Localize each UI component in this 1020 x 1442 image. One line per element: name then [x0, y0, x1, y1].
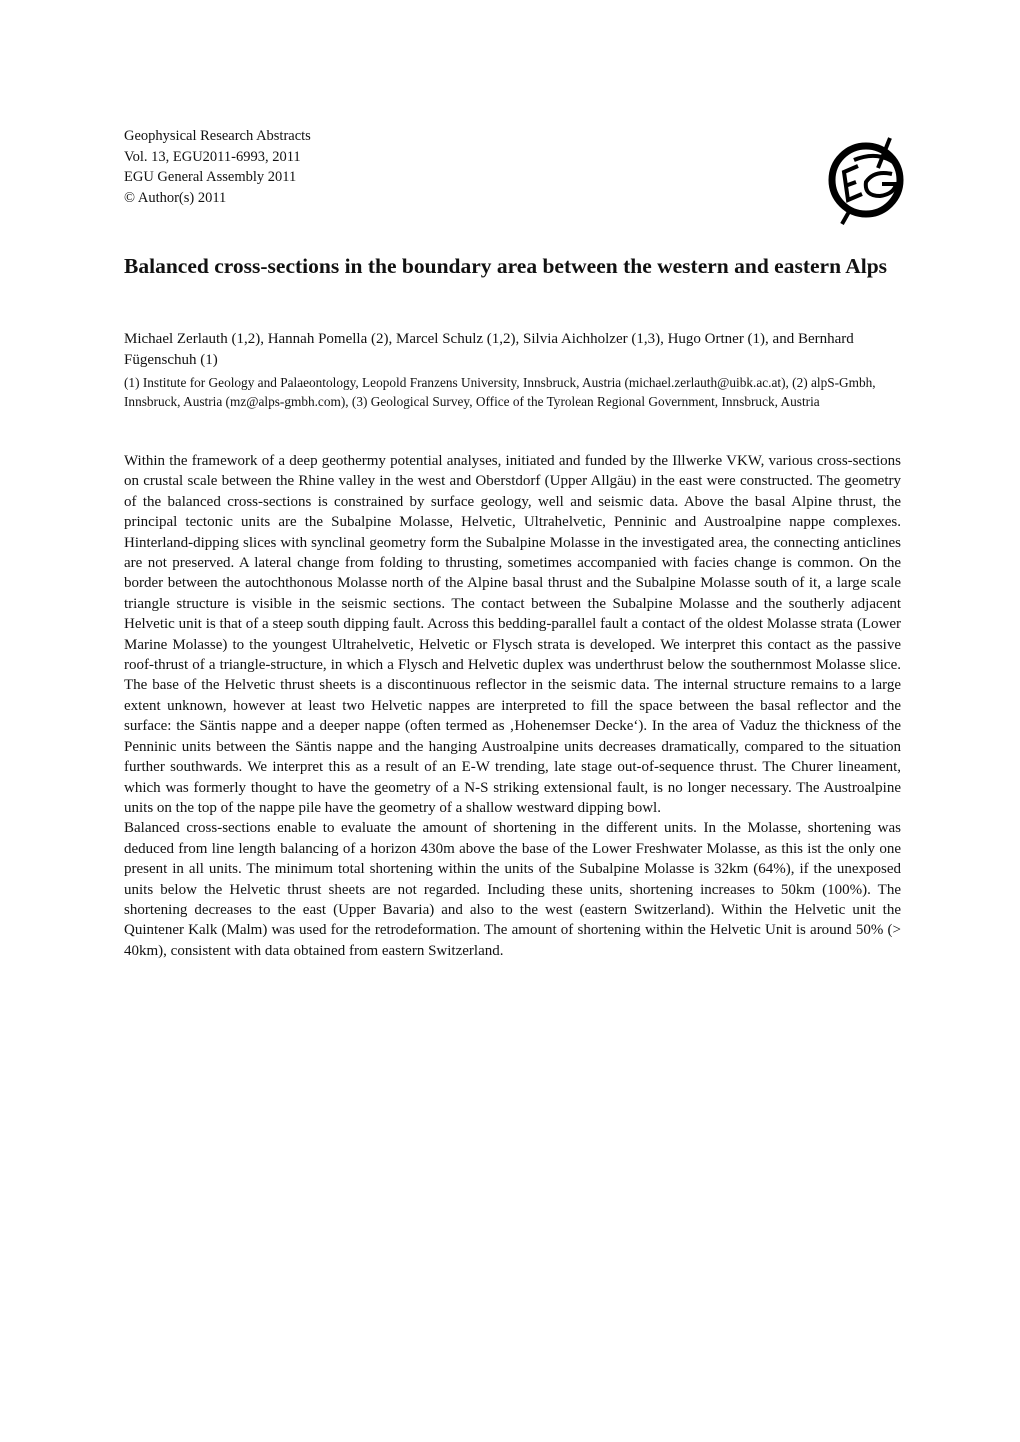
- egu-logo-icon: [826, 130, 912, 226]
- volume-info: Vol. 13, EGU2011-6993, 2011: [124, 148, 301, 165]
- abstract-paragraph: Within the framework of a deep geothermy potential analyses, initiated and funded by the Illwerke VKW, various cross-sections on crustal scale between the Rhine valley in the west and Oberstdorf (Upper Allgäu) in the east were constructed. The geometry of the balanced cross-sections is constrained by surface geology, well and seismic data. Above the basal Alpine thrust, the principal tectonic units are the Subalpine Molasse, Helvetic, Ultrahelvetic, Penninic and Austroalpine nappe complexes. Hinterland-dipping slices with synclinal geometry form the Subalpine Molasse in the investigated area, the connecting anticlines are not preserved. A lateral change from folding to thrusting, sometimes accompanied with facies change is common. On the border between the autochthonous Molasse north of the Alpine basal thrust and the Subalpine Molasse south of it, a large scale triangle structure is visible in the seismic sections. The contact between the Subalpine Molasse and the southerly adjacent Helvetic unit is that of a steep south dipping fault. Across this bedding-parallel fault a contact of the oldest Molasse strata (Lower Marine Molasse) to the youngest Ultrahelvetic, Helvetic or Flysch strata is developed. We interpret this contact as the passive roof-thrust of a triangle-structure, in which a Flysch and Helvetic duplex was underthrust below the southernmost Molasse slice. The base of the Helvetic thrust sheets is a discontinuous reflector in the seismic data. The internal structure remains to a large extent unknown, however at least two Helvetic nappes are interpreted to fill the space between the basal reflector and the surface: the Säntis nappe and a deeper nappe (often termed as ‚Hohenemser Decke‘). In the area of Vaduz the thickness of the Penninic units between the Säntis nappe and the hanging Austroalpine units decreases dramatically, compared to the situation further southwards. We interpret this as a result of an E-W trending, late stage out-of-sequence thrust. The Churer lineament, which was formerly thought to have the geometry of a N-S striking extensional fault, is no longer necessary. The Austroalpine units on the top of the nappe pile have the geometry of a shallow westward dipping bowl.: [124, 453, 901, 816]
- assembly-info: EGU General Assembly 2011: [124, 169, 297, 185]
- journal-name: Geophysical Research Abstracts: [124, 128, 311, 144]
- affiliations: (1) Institute for Geology and Palaeontology, Leopold Franzens University, Innsbruck, Austria (michael.zerlauth@uibk.ac.at), (2) alpS-Gmbh, Innsbruck, Austria (mz@alps-gmbh.com), (3) Geological Survey, Office of the Tyrolean Regional Government, Innsbruck, Austria: [124, 375, 876, 410]
- paper-title: Balanced cross-sections in the boundary area between the western and eastern Alps: [124, 254, 888, 278]
- author-list: Michael Zerlauth (1,2), Hannah Pomella (2), Marcel Schulz (1,2), Silvia Aichholzer (1,3), Hugo Ortner (1), and Bernhard Fügenschuh (1): [124, 331, 854, 368]
- copyright: © Author(s) 2011: [124, 189, 227, 206]
- abstract-body: [124, 451, 901, 961]
- journal-header: [124, 126, 311, 208]
- abstract-paragraph: Balanced cross-sections enable to evaluate the amount of shortening in the different units. In the Molasse, shortening was deduced from line length balancing of a horizon 430m above the base of the Lower Freshwater Molasse, as this ist the only one present in all units. The minimum total shortening within the units of the Subalpine Molasse is 32km (64%), if the unexposed units below the Helvetic thrust sheets are not regarded. Including these units, shortening increases to 50km (100%). The shortening decreases to the east (Upper Bavaria) and also to the west (eastern Switzerland). Within the Helvetic unit the Quintener Kalk (Malm) was used for the retrodeformation. The amount of shortening within the Helvetic Unit is around 50% (> 40km), consistent with data obtained from eastern Switzerland.: [124, 820, 901, 959]
